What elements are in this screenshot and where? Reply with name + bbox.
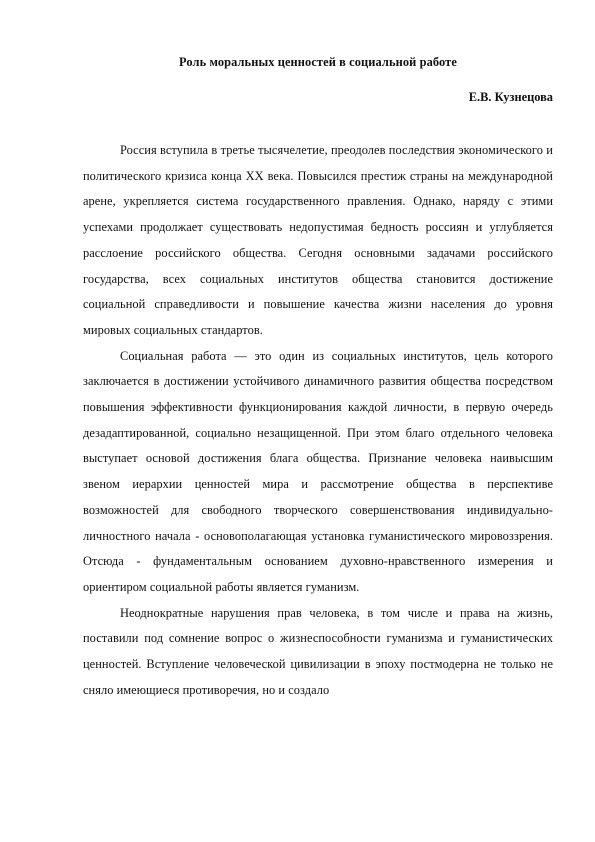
paragraph-3: Неоднократные нарушения прав человека, в том числе и права на жизнь, поставили под сомнение вопрос о жизнеспособности гуманизма и гуманистических ценностей. Вступление человеческой цивилизации в эпоху постмодерна не только не сняло имеющиеся противоречия, но и создало: [83, 605, 553, 697]
document-author: Е.В. Кузнецова: [468, 90, 553, 104]
paragraph-1: Россия вступила в третье тысячелетие, преодолев последствия экономического и политического кризиса конца XX века. Повысился престиж страны на международной арене, укрепляется система государственного правления. Однако, наряду с этими успехами продолжает существовать недопустимая бедность россиян и углубляется расслоение российского общества. Сегодня основными задачами российского государства, всех социальных институтов общества становится достижение социальной справедливости и повышение качества жизни населения до уровня мировых социальных стандартов.: [83, 143, 553, 337]
document-page: [83, 54, 553, 703]
document-title: Роль моральных ценностей в социальной работе: [179, 55, 457, 69]
document-body: [83, 138, 553, 703]
paragraph-2: Социальная работа — это один из социальных институтов, цель которого заключается в достижении устойчивого динамичного развития общества посредством повышения эффективности функционирования каждой личности, в первую очередь дезадаптированной, социально незащищенной. При этом благо отдельного человека выступает основой достижения блага общества. Признание человека наивысшим звеном иерархии ценностей мира и рассмотрение общества в перспективе возможностей для свободного творческого совершенствования индивидуально-личностного начала - основополагающая установка гуманистического мировоззрения. Отсюда - фундаментальным основанием духовно-нравственного измерения и ориентиром социальной работы является гуманизм.: [83, 348, 553, 594]
